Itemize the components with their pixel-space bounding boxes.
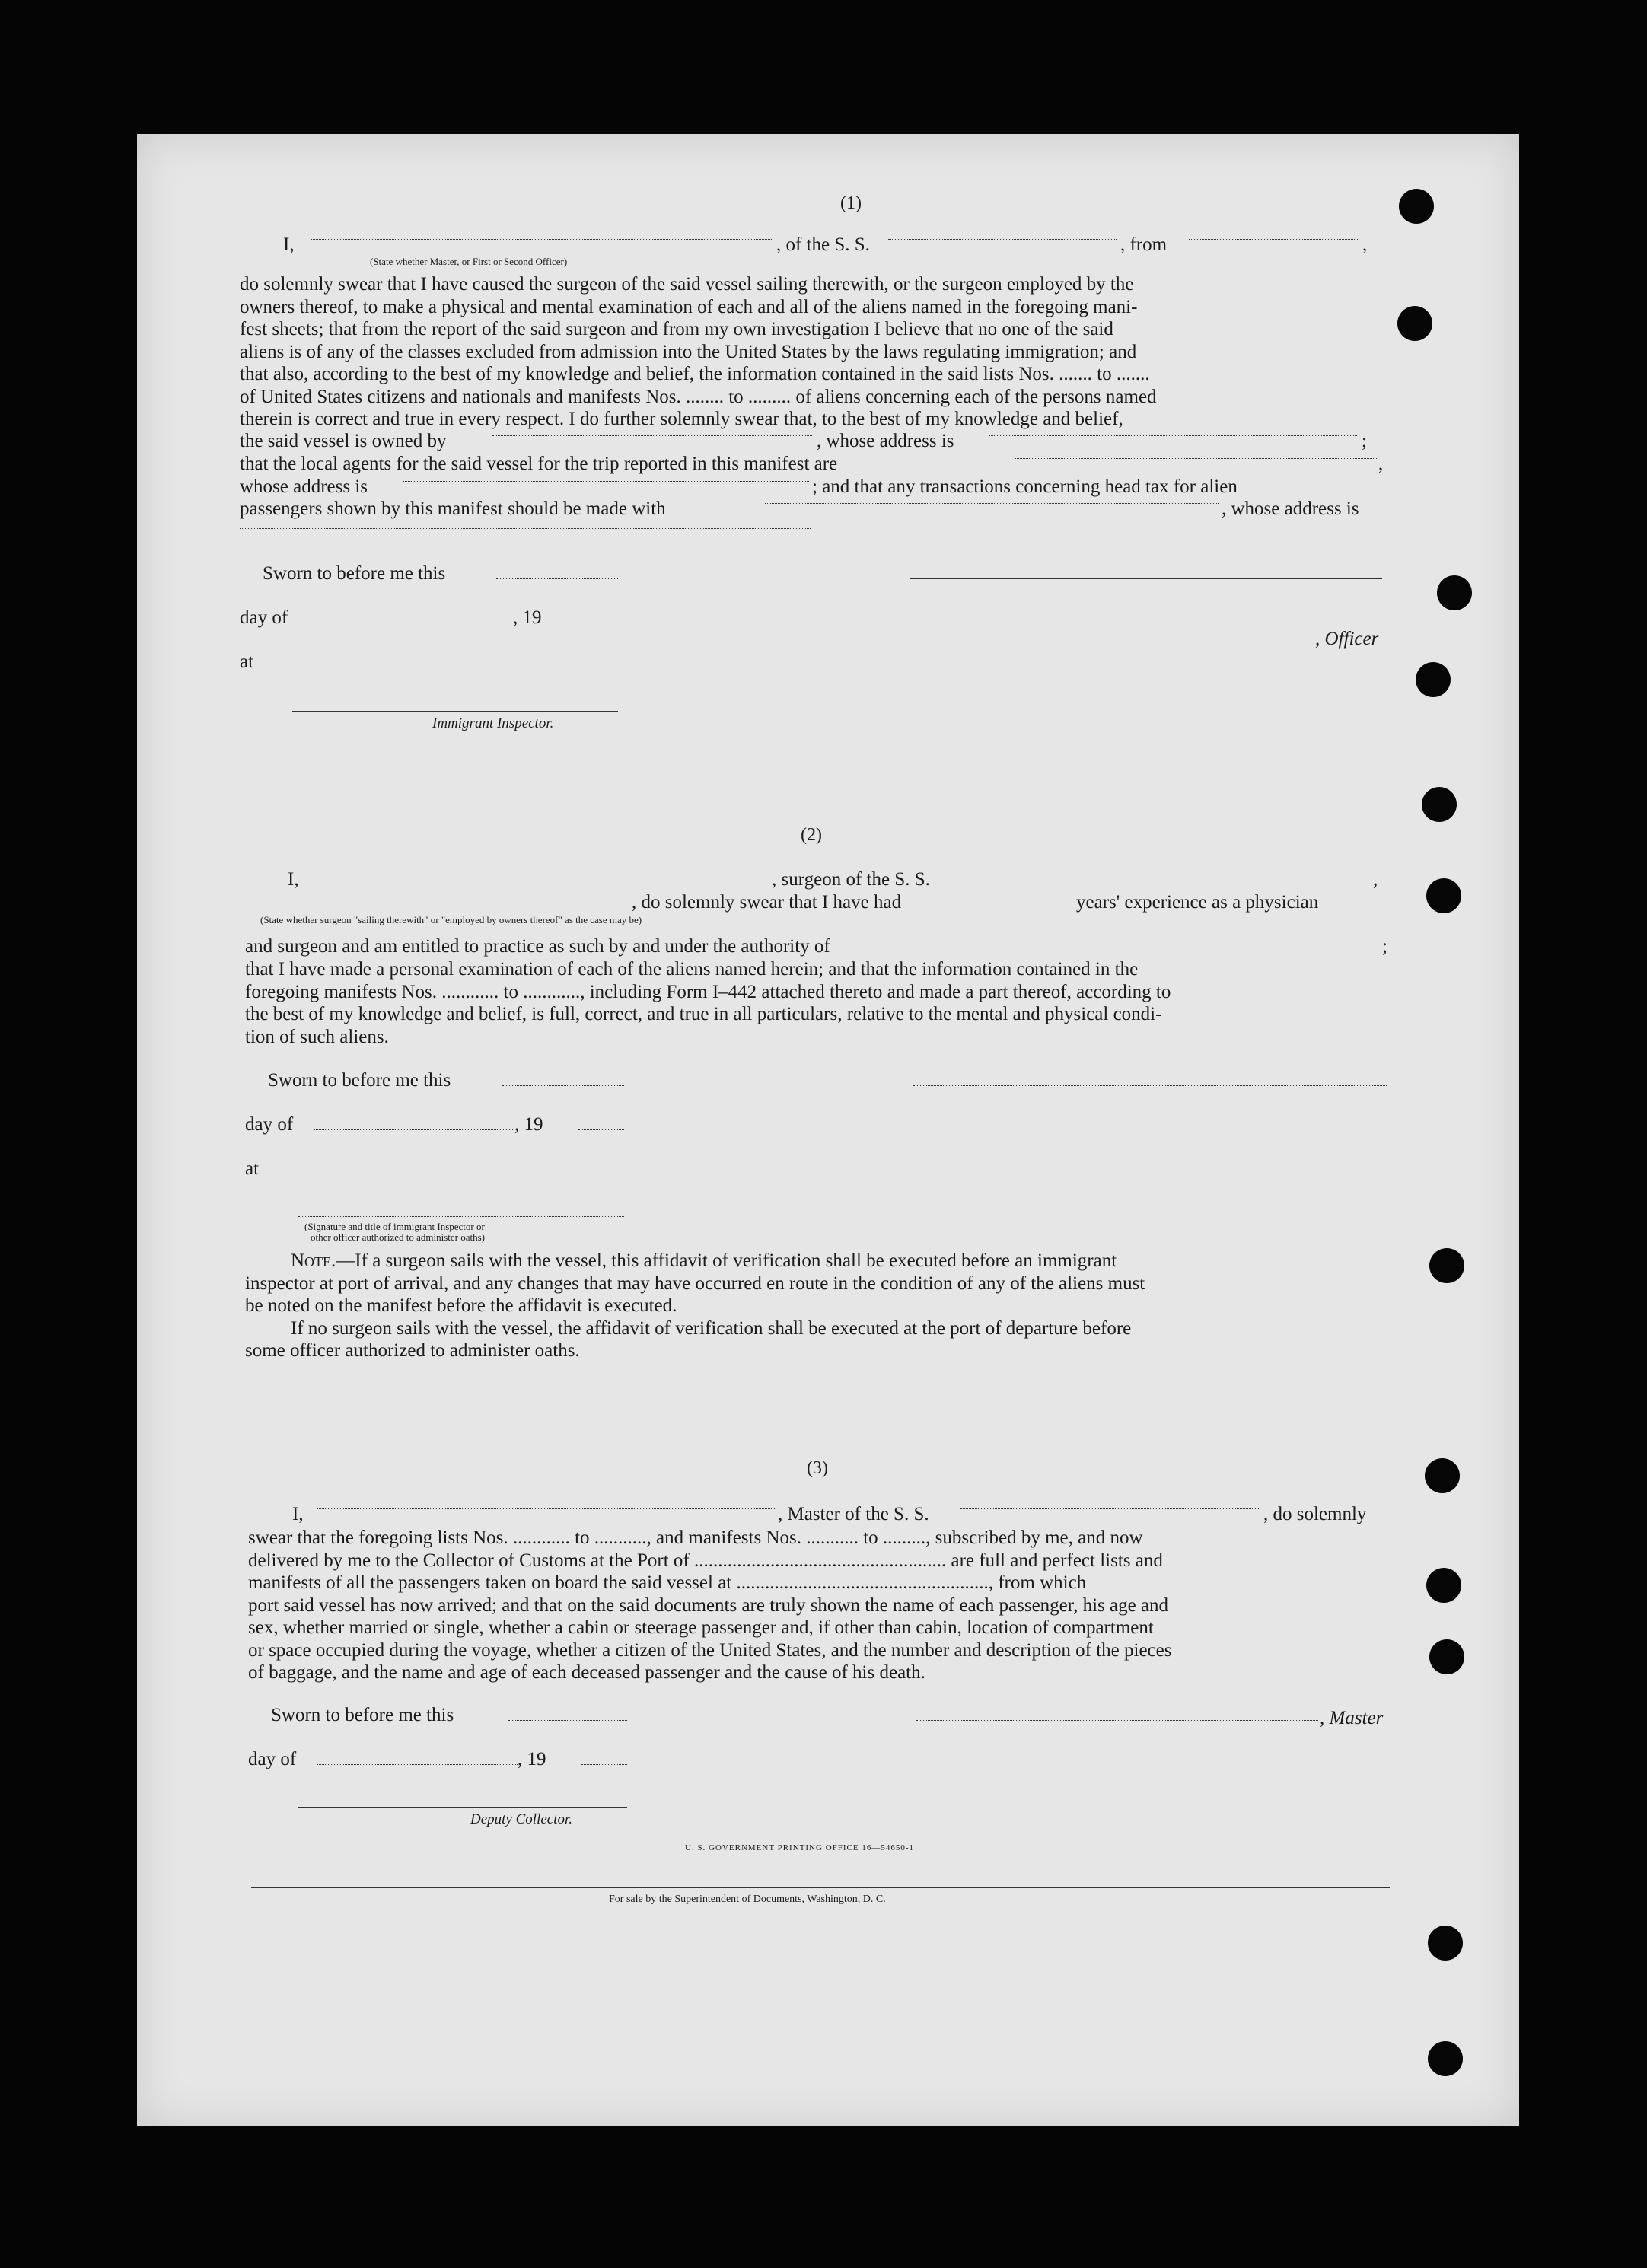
section3-oath-line bbox=[292, 1504, 1533, 1525]
text: , whose address is bbox=[1222, 499, 1359, 519]
inspector-caption: Immigrant Inspector. bbox=[432, 715, 554, 731]
blank-line bbox=[317, 1764, 518, 1765]
blank-line bbox=[888, 239, 1117, 240]
sworn-line bbox=[268, 1070, 451, 1091]
text: passengers shown by this manifest should be made with bbox=[240, 499, 666, 519]
text: I, bbox=[283, 234, 295, 255]
text: , Master of the S. S. bbox=[778, 1504, 929, 1524]
text: Sworn to before me this bbox=[263, 563, 446, 584]
text: day of bbox=[248, 1749, 297, 1769]
paragraph-line: tion of such aliens. bbox=[245, 1026, 389, 1047]
note-line: some officer authorized to administer oaths. bbox=[245, 1340, 580, 1361]
punch-hole bbox=[1429, 1248, 1464, 1283]
text: , bbox=[1378, 454, 1384, 474]
paragraph-line: delivered by me to the Collector of Customs at the Port of ..................................................... are full and perfect lists and bbox=[248, 1550, 1163, 1571]
punch-hole bbox=[1426, 1568, 1461, 1603]
paragraph-line: swear that the foregoing lists Nos. ............ to ..........., and manifests Nos. ........... to ........., subscribed by me, and now bbox=[248, 1527, 1143, 1548]
paragraph-line: fest sheets; that from the report of the said surgeon and from my own investigation I believe that no one of the said bbox=[240, 319, 1113, 339]
note-label: Note. bbox=[291, 1250, 336, 1271]
section1-paragraph bbox=[240, 273, 1381, 431]
at-line bbox=[240, 651, 253, 673]
authority-line bbox=[245, 936, 1387, 957]
punch-hole bbox=[1429, 1639, 1464, 1674]
year-text: , 19 bbox=[513, 607, 542, 628]
text: Sworn to before me this bbox=[271, 1705, 454, 1725]
day-of-line bbox=[245, 1114, 293, 1136]
blank-line bbox=[502, 1085, 624, 1086]
text: day of bbox=[245, 1114, 294, 1135]
signature-note: (Signature and title of immigrant Inspector or bbox=[304, 1221, 485, 1232]
blank-line bbox=[989, 435, 1357, 436]
owned-by-line bbox=[240, 431, 1381, 452]
section2-note bbox=[245, 1250, 1387, 1362]
punch-hole bbox=[1437, 575, 1472, 610]
paragraph-line: foregoing manifests Nos. ............ to ............, including Form I–442 attached thereto and made a part thereof, according to bbox=[245, 981, 1171, 1002]
blank-line bbox=[314, 1129, 514, 1130]
signature-line bbox=[292, 711, 618, 712]
paragraph-line: port said vessel has now arrived; and that on the said documents are truly shown the name of each passenger, his age and bbox=[248, 1594, 1169, 1616]
text: years' experience as a physician bbox=[1076, 892, 1319, 913]
text: and surgeon and am entitled to practice as such by and under the authority of bbox=[245, 936, 830, 957]
punch-hole bbox=[1397, 306, 1432, 341]
text: that the local agents for the said vessel for the trip reported in this manifest are bbox=[240, 454, 838, 474]
note-line: inspector at port of arrival, and any changes that may have occurred en route in the condition of any of the aliens must bbox=[245, 1273, 1145, 1294]
passengers-line bbox=[240, 499, 1381, 520]
manifest-page bbox=[137, 134, 1519, 2126]
punch-hole bbox=[1416, 662, 1451, 697]
punch-hole bbox=[1399, 189, 1434, 224]
punch-hole bbox=[1422, 787, 1457, 822]
section1-oath-line bbox=[283, 234, 1524, 256]
paragraph-line: or space occupied during the voyage, whether a citizen of the United States, and the number and description of the pieces bbox=[248, 1639, 1172, 1661]
text: I, bbox=[288, 869, 299, 890]
note-text: —If a surgeon sails with the vessel, this affidavit of verification shall be executed before an immigrant bbox=[336, 1250, 1117, 1271]
text: the said vessel is owned by bbox=[240, 431, 447, 451]
paragraph-line: therein is correct and true in every respect. I do further solemnly swear that, to the best of my knowledge and belief, bbox=[240, 409, 1123, 429]
paragraph-line: manifests of all the passengers taken on board the said vessel at ....................................................., from which bbox=[248, 1572, 1087, 1593]
year-text: , 19 bbox=[514, 1114, 543, 1135]
note-line bbox=[245, 1250, 1387, 1273]
blank-line bbox=[317, 1508, 776, 1509]
blank-line bbox=[508, 1720, 627, 1721]
signature-line bbox=[298, 1807, 627, 1808]
paragraph-line: aliens is of any of the classes excluded from admission into the United States by the laws regulating immigration; and bbox=[240, 341, 1137, 362]
text: whose address is bbox=[240, 476, 368, 497]
text: , bbox=[1362, 234, 1368, 255]
section2-paragraph bbox=[245, 958, 1387, 1048]
signature-line bbox=[913, 1085, 1387, 1086]
punch-hole bbox=[1425, 1458, 1460, 1493]
blank-line bbox=[311, 239, 773, 240]
for-sale-note: For sale by the Superintendent of Documents, Washington, D. C. bbox=[609, 1894, 886, 1905]
text: , do solemnly bbox=[1263, 1504, 1367, 1524]
blank-line bbox=[581, 1764, 627, 1765]
paragraph-line: of baggage, and the name and age of each deceased passenger and the cause of his death. bbox=[248, 1662, 925, 1683]
paragraph-line: of United States citizens and nationals and manifests Nos. ........ to ......... of aliens concerning each of the persons named bbox=[240, 386, 1157, 407]
paragraph-line: that I have made a personal examination of each of the aliens named herein; and that the information contained in the bbox=[245, 959, 1139, 980]
blank-line bbox=[496, 578, 618, 579]
signature-line bbox=[916, 1720, 1318, 1721]
text: , surgeon of the S. S. bbox=[772, 869, 930, 890]
punch-hole bbox=[1428, 2041, 1463, 2076]
surgeon-note: (State whether surgeon "sailing therewith" or "employed by owners thereof" as the case may be) bbox=[260, 914, 642, 925]
blank-line bbox=[403, 481, 809, 482]
text: ; bbox=[1362, 431, 1367, 451]
paragraph-line: owners thereof, to make a physical and mental examination of each and all of the aliens named in the foregoing mani- bbox=[240, 296, 1138, 317]
year-text: , 19 bbox=[518, 1749, 546, 1769]
paragraph-line: the best of my knowledge and belief, is full, correct, and true in all particulars, relative to the mental and physical condi- bbox=[245, 1004, 1162, 1024]
master-caption: , Master bbox=[1320, 1708, 1384, 1728]
footer-rule bbox=[251, 1887, 1390, 1888]
day-of-line bbox=[240, 607, 288, 629]
sworn-line bbox=[263, 563, 445, 585]
section-number: (1) bbox=[840, 193, 862, 213]
blank-line bbox=[1015, 458, 1377, 459]
paragraph-line: do solemnly swear that I have caused the surgeon of the said vessel sailing therewith, or the surgeon employed by the bbox=[240, 274, 1134, 295]
officer-note: (State whether Master, or First or Second Officer) bbox=[370, 256, 568, 267]
deputy-caption: Deputy Collector. bbox=[470, 1811, 573, 1827]
paragraph-line: that also, according to the best of my knowledge and belief, the information contained in the said lists Nos. ....... to ....... bbox=[240, 364, 1150, 384]
section-number: (3) bbox=[807, 1458, 828, 1478]
blank-line bbox=[492, 435, 812, 436]
printing-office: U. S. GOVERNMENT PRINTING OFFICE 16—54650-1 bbox=[685, 1843, 915, 1852]
section3-paragraph bbox=[248, 1527, 1394, 1684]
text: ; and that any transactions concerning head tax for alien bbox=[812, 476, 1238, 497]
signature-line bbox=[910, 578, 1382, 579]
text: day of bbox=[240, 607, 288, 628]
day-of-line bbox=[248, 1749, 296, 1770]
officer-caption: , Officer bbox=[1315, 629, 1379, 649]
text: at bbox=[240, 651, 254, 672]
text: , from bbox=[1120, 234, 1168, 255]
text: , whose address is bbox=[817, 431, 954, 451]
signature-line bbox=[298, 1216, 624, 1217]
blank-line bbox=[240, 528, 811, 529]
at-line bbox=[245, 1158, 259, 1180]
text: , do solemnly swear that I have had bbox=[632, 892, 902, 913]
text: I, bbox=[292, 1504, 304, 1524]
text: , bbox=[1373, 869, 1378, 890]
text: , of the S. S. bbox=[776, 234, 870, 255]
punch-hole bbox=[1428, 1926, 1463, 1961]
note-line: If no surgeon sails with the vessel, the affidavit of verification shall be executed at the port of departure before bbox=[291, 1317, 1132, 1339]
section-number: (2) bbox=[801, 825, 822, 845]
blank-line bbox=[578, 1129, 624, 1130]
section2-oath-line bbox=[288, 869, 1528, 890]
note-line: be noted on the manifest before the affidavit is executed. bbox=[245, 1295, 677, 1316]
text: Sworn to before me this bbox=[268, 1070, 451, 1091]
blank-line bbox=[1189, 239, 1359, 240]
signature-note: other officer authorized to administer oaths) bbox=[311, 1231, 485, 1243]
text: at bbox=[245, 1158, 260, 1179]
whose-address-line bbox=[240, 476, 1381, 498]
sworn-line bbox=[271, 1705, 454, 1726]
blank-line bbox=[960, 1508, 1260, 1509]
blank-line bbox=[765, 503, 1219, 504]
text: ; bbox=[1382, 936, 1387, 957]
paragraph-line: sex, whether married or single, whether a cabin or steerage passenger and, if other than cabin, location of compartment bbox=[248, 1617, 1154, 1638]
local-agents-line bbox=[240, 454, 1384, 475]
